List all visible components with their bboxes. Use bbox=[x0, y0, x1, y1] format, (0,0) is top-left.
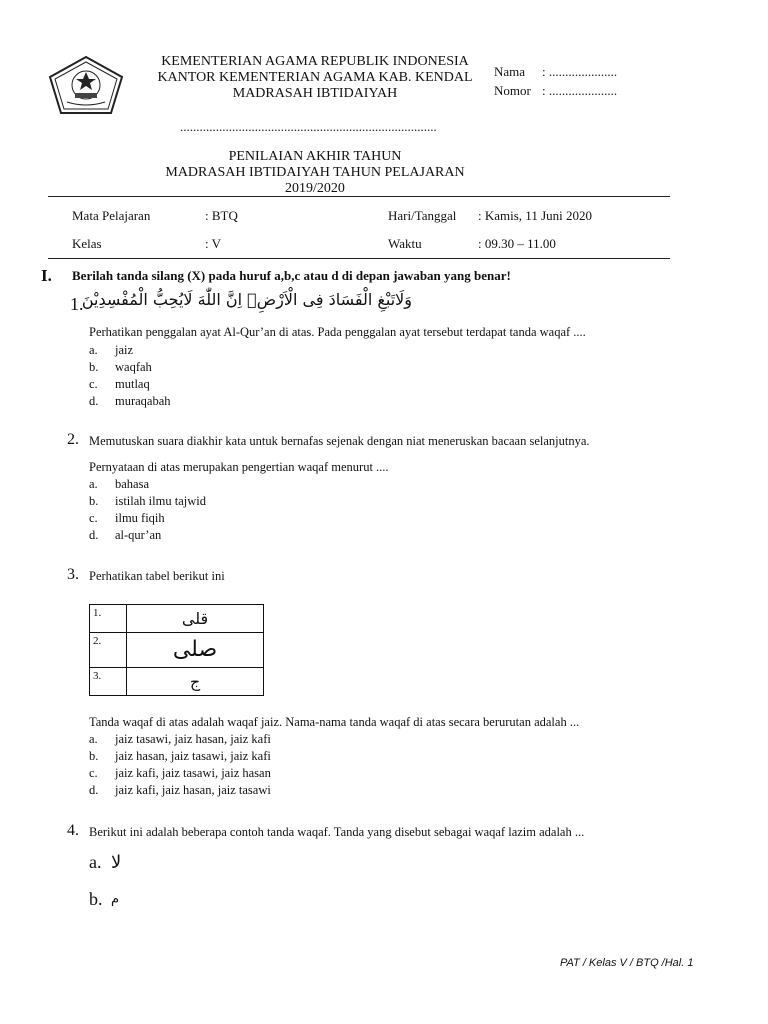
q1-arabic-verse: وَلَاتَبْغِ الْفَسَادَ فِى الْاَرْضِۗ اِنَّ اللّٰهَ لَايُحِبُّ الْمُفْسِدِيْنَ bbox=[81, 290, 412, 309]
info-mapel-value: : BTQ bbox=[205, 208, 238, 223]
q1-number: 1. bbox=[70, 294, 84, 314]
q1-option-a[interactable]: a. jaiz bbox=[89, 343, 134, 357]
info-kelas-label: Kelas bbox=[72, 236, 102, 251]
exam-subtitle: MADRASAH IBTIDAIYAH TAHUN PELAJARAN 2019/2020 bbox=[165, 165, 465, 196]
q2-number: 2. bbox=[67, 431, 79, 448]
header-ministry: KEMENTERIAN AGAMA REPUBLIK INDONESIA bbox=[161, 54, 469, 69]
q2-option-b[interactable]: b. istilah ilmu tajwid bbox=[89, 494, 206, 508]
info-waktu-label: Waktu bbox=[388, 236, 422, 251]
q1-question: Perhatikan penggalan ayat Al-Qur’an di atas. Pada penggalan ayat tersebut terdapat tanda waqaf .... bbox=[89, 325, 586, 339]
section-number: I. bbox=[41, 266, 52, 285]
q3-number: 3. bbox=[67, 566, 79, 583]
table-row bbox=[90, 668, 264, 696]
q4-question: Berikut ini adalah beberapa contoh tanda waqaf. Tanda yang disebut sebagai waqaf lazim adalah ... bbox=[89, 825, 585, 839]
q1-option-d[interactable]: d. muraqabah bbox=[89, 394, 171, 408]
table-cell-number: 2. bbox=[90, 632, 127, 668]
q4-option-a[interactable]: a. لا bbox=[89, 852, 122, 873]
q3-option-b[interactable]: b. jaiz hasan, jaiz tasawi, jaiz kafi bbox=[89, 749, 271, 763]
q3-question-2: Tanda waqaf di atas adalah waqaf jaiz. Nama-nama tanda waqaf di atas secara berurutan adalah ... bbox=[89, 715, 580, 729]
nomor-field[interactable]: : ..................... bbox=[542, 83, 618, 98]
nama-field[interactable]: : ..................... bbox=[542, 64, 618, 79]
table-cell-number: 3. bbox=[90, 668, 127, 696]
q1-option-b[interactable]: b. waqfah bbox=[89, 360, 152, 374]
nama-label: Nama bbox=[494, 64, 526, 79]
info-mapel-label: Mata Pelajaran bbox=[72, 208, 151, 223]
kemenag-logo bbox=[47, 55, 125, 115]
header-school: MADRASAH IBTIDAIYAH bbox=[232, 86, 398, 101]
header-dots: ............................................................................... bbox=[180, 119, 437, 134]
q2-option-d[interactable]: d. al-qur’an bbox=[89, 528, 162, 542]
table-cell-sign: ج bbox=[127, 668, 264, 696]
q3-option-a[interactable]: a. jaiz tasawi, jaiz hasan, jaiz kafi bbox=[89, 732, 271, 746]
info-hari-label: Hari/Tanggal bbox=[388, 208, 457, 223]
divider-top bbox=[48, 196, 670, 197]
waqf-sign-la: لا bbox=[111, 852, 122, 873]
q4-option-b[interactable]: b. م bbox=[89, 889, 120, 909]
info-hari-value: : Kamis, 11 Juni 2020 bbox=[478, 208, 592, 223]
q2-question: Memutuskan suara diakhir kata untuk bernafas sejenak dengan niat meneruskan bacaan selanjutnya. bbox=[89, 434, 590, 448]
header-office: KANTOR KEMENTERIAN AGAMA KAB. KENDAL bbox=[157, 70, 473, 85]
info-kelas-value: : V bbox=[205, 236, 222, 251]
q3-option-c[interactable]: c. jaiz kafi, jaiz tasawi, jaiz hasan bbox=[89, 766, 271, 780]
table-row bbox=[90, 605, 264, 633]
waqf-sign-mim: م bbox=[111, 892, 120, 907]
q2-option-a[interactable]: a. bahasa bbox=[89, 477, 150, 491]
q3-option-d[interactable]: d. jaiz kafi, jaiz hasan, jaiz tasawi bbox=[89, 783, 271, 797]
table-cell-sign: قلى bbox=[127, 605, 264, 633]
section-instruction: Berilah tanda silang (X) pada huruf a,b,c atau d di depan jawaban yang benar! bbox=[72, 268, 511, 283]
q4-number: 4. bbox=[67, 822, 79, 839]
q2-option-c[interactable]: c. ilmu fiqih bbox=[89, 511, 165, 525]
q1-option-c[interactable]: c. mutlaq bbox=[89, 377, 150, 391]
divider-bottom bbox=[48, 258, 670, 259]
exam-title: PENILAIAN AKHIR TAHUN bbox=[228, 149, 402, 164]
page-footer: PAT / Kelas V / BTQ /Hal. 1 bbox=[560, 957, 694, 969]
q3-question: Perhatikan tabel berikut ini bbox=[89, 569, 225, 583]
info-waktu-value: : 09.30 – 11.00 bbox=[478, 236, 556, 251]
table-cell-sign: صلى bbox=[127, 632, 264, 668]
nomor-label: Nomor bbox=[494, 83, 531, 98]
q2-question-2: Pernyataan di atas merupakan pengertian waqaf menurut .... bbox=[89, 460, 389, 474]
table-row bbox=[90, 632, 264, 668]
waqf-table bbox=[89, 604, 264, 696]
table-cell-number: 1. bbox=[90, 605, 127, 633]
